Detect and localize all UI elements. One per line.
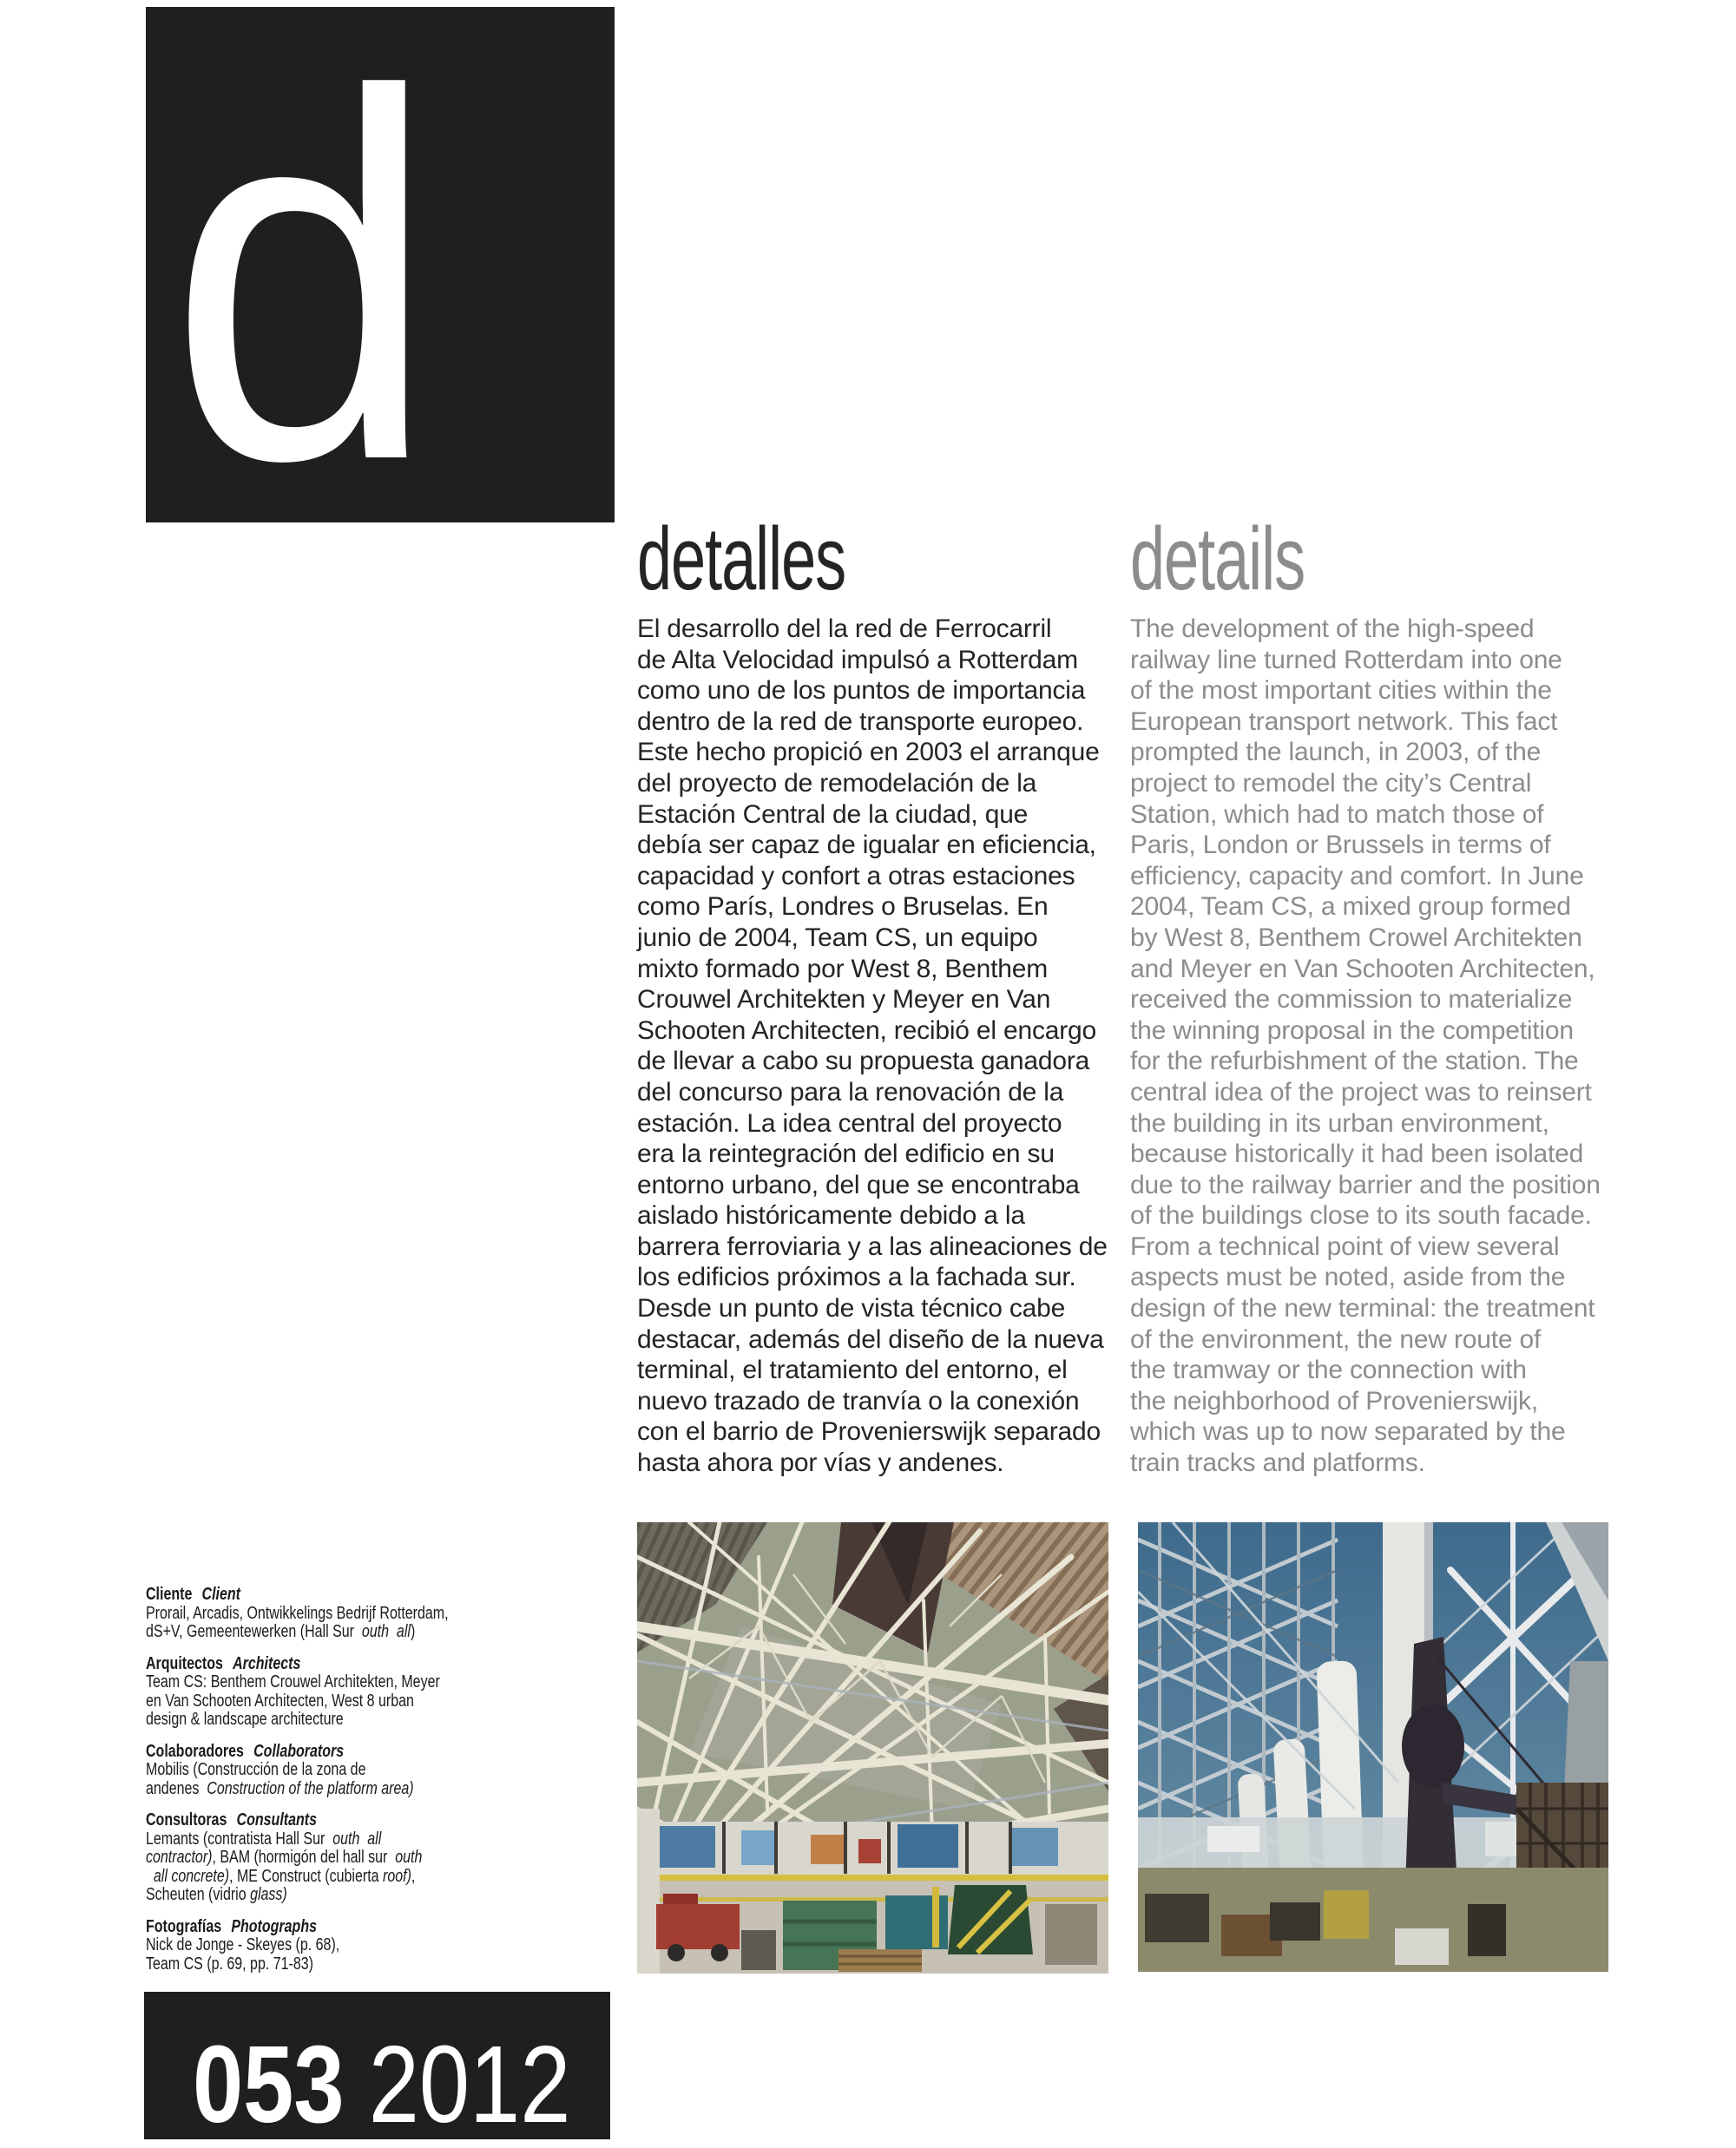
text-line: because historically it had been isolated: [1130, 1140, 1584, 1169]
text-line: de llevar a cabo su propuesta ganadora: [637, 1047, 1090, 1076]
text-line: El desarrollo del la red de Ferrocarril: [637, 614, 1052, 643]
text-line: capacidad y confort a otras estaciones: [637, 861, 1075, 890]
credit-labels: [146, 1586, 674, 1605]
text-line: hasta ahora por vías y andenes.: [637, 1448, 1004, 1478]
issue-year: 2012: [368, 2023, 571, 2145]
text-line: Crouwel Architekten y Meyer en Van: [637, 985, 1051, 1015]
credit-label-spanish: Fotografías: [146, 1916, 222, 1936]
credit-block: [146, 1586, 674, 1642]
text-line: nuevo trazado de tranvía o la conexión: [637, 1386, 1080, 1416]
text-line: Estación Central de la ciudad, que: [637, 799, 1029, 829]
text-line: prompted the launch, in 2003, of the: [1130, 738, 1542, 767]
credit-labels: [146, 1655, 674, 1674]
text-line: como París, Londres o Bruselas. En: [637, 892, 1049, 922]
text-line: which was up to now separated by the: [1130, 1417, 1566, 1447]
article-title-spanish: detalles: [637, 509, 846, 608]
article-title-english: details: [1130, 509, 1305, 608]
text-line: debía ser capaz de igualar en eficiencia,: [637, 831, 1096, 860]
text-line: efficiency, capacity and comfort. In June: [1130, 861, 1584, 890]
text-line: estación. La idea central del proyecto: [637, 1108, 1062, 1138]
text-line: received the commission to materialize: [1130, 985, 1573, 1015]
text-line: del proyecto de remodelación de la: [637, 768, 1037, 798]
text-line: European transport network. This fact: [1130, 706, 1558, 736]
credit-line: Mobilis (Construcción de la zona de: [146, 1760, 366, 1779]
credit-label-spanish: Consultoras: [146, 1810, 227, 1829]
photo-steel-lattice-exterior: [1138, 1522, 1608, 1972]
credit-line: Prorail, Arcadis, Ontwikkelings Bedrijf Rotterdam,: [146, 1603, 449, 1623]
photo-station-hall-interior: [637, 1522, 1108, 1974]
credit-line: Lemants (contratista Hall Sur outh all: [146, 1829, 382, 1849]
photo-right-illustration: [1138, 1522, 1608, 1972]
text-line: los edificios próximos a la fachada sur.: [637, 1263, 1076, 1292]
credit-line: andenes Construction of the platform area): [146, 1778, 414, 1798]
text-line: due to the railway barrier and the position: [1130, 1170, 1601, 1199]
text-line: of the environment, the new route of: [1130, 1324, 1542, 1354]
credit-line: en Van Schooten Architecten, West 8 urban: [146, 1691, 414, 1711]
text-line: for the refurbishment of the station. The: [1130, 1047, 1579, 1076]
text-line: by West 8, Benthem Crowel Architekten: [1130, 923, 1582, 952]
issue-bar: [144, 1992, 610, 2145]
credit-line: Team CS (p. 69, pp. 71-83): [146, 1954, 313, 1974]
text-line: aislado históricamente debido a la: [637, 1201, 1025, 1231]
text-line: barrera ferroviaria y a las alineaciones de: [637, 1232, 1108, 1261]
text-line: junio de 2004, Team CS, un equipo: [637, 923, 1038, 952]
article-column-english: [1130, 614, 1601, 1479]
text-line: con el barrio de Provenierswijk separado: [637, 1417, 1101, 1447]
credit-label-english: Photographs: [231, 1916, 317, 1936]
credit-line: Nick de Jonge - Skeyes (p. 68),: [146, 1935, 340, 1954]
credit-line: all concrete), ME Construct (cubierta roof),: [153, 1866, 416, 1886]
text-line: Station, which had to match those of: [1130, 799, 1544, 829]
credit-block: [146, 1918, 674, 1974]
text-line: aspects must be noted, aside from the: [1130, 1263, 1566, 1292]
logo-letter-d: d: [168, 7, 438, 522]
credit-block: [146, 1743, 674, 1799]
credits: [146, 1586, 674, 1987]
issue-number: 053: [193, 2023, 345, 2145]
text-line: Paris, London or Brussels in terms of: [1130, 831, 1551, 860]
text-line: railway line turned Rotterdam into one: [1130, 645, 1562, 674]
text-line: and Meyer en Van Schooten Architecten,: [1130, 954, 1595, 983]
credit-label-english: Architects: [233, 1653, 301, 1673]
credit-label-english: Consultants: [236, 1810, 317, 1829]
credit-line: Team CS: Benthem Crouwel Architekten, Meyer: [146, 1672, 440, 1691]
text-line: From a technical point of view several: [1130, 1232, 1560, 1261]
text-line: the winning proposal in the competition: [1130, 1015, 1574, 1045]
issue-label: [193, 2023, 571, 2145]
text-line: Este hecho propició en 2003 el arranque: [637, 738, 1100, 767]
article-column-spanish: [637, 614, 1108, 1479]
text-line: mixto formado por West 8, Benthem: [637, 954, 1049, 983]
text-line: era la reintegración del edificio en su: [637, 1140, 1055, 1169]
credit-line: design & landscape architecture: [146, 1710, 344, 1729]
text-line: the tramway or the connection with: [1130, 1356, 1527, 1385]
photo-left-illustration: [637, 1522, 1108, 1974]
credit-line: Scheuten (vidrio glass): [146, 1885, 287, 1904]
text-line: Desde un punto de vista técnico cabe: [637, 1294, 1066, 1324]
text-line: central idea of the project was to reinsert: [1130, 1077, 1592, 1107]
credit-labels: [146, 1918, 674, 1937]
credit-label-spanish: Arquitectos: [146, 1653, 223, 1673]
credit-block: [146, 1811, 674, 1905]
text-line: train tracks and platforms.: [1130, 1448, 1425, 1478]
credit-block: [146, 1655, 674, 1730]
text-line: The development of the high-speed: [1130, 614, 1535, 643]
magazine-logo: [146, 7, 615, 522]
credit-line: contractor), BAM (hormigón del hall sur outh: [146, 1848, 423, 1867]
credit-label-spanish: Cliente: [146, 1585, 193, 1604]
text-line: destacar, además del diseño de la nueva: [637, 1324, 1104, 1354]
text-line: Schooten Architecten, recibió el encargo: [637, 1015, 1096, 1045]
text-line: design of the new terminal: the treatment: [1130, 1294, 1595, 1324]
text-line: project to remodel the city’s Central: [1130, 768, 1532, 798]
credit-labels: [146, 1743, 674, 1762]
credit-label-english: Collaborators: [253, 1741, 345, 1761]
text-line: de Alta Velocidad impulsó a Rotterdam: [637, 645, 1078, 674]
credit-labels: [146, 1811, 674, 1830]
text-line: the building in its urban environment,: [1130, 1108, 1549, 1138]
text-line: terminal, el tratamiento del entorno, el: [637, 1356, 1068, 1385]
credit-label-spanish: Colaboradores: [146, 1741, 244, 1761]
credit-line: dS+V, Gemeentewerken (Hall Sur outh all): [146, 1622, 416, 1641]
text-line: dentro de la red de transporte europeo.: [637, 706, 1084, 736]
text-line: entorno urbano, del que se encontraba: [637, 1170, 1080, 1199]
text-line: of the most important cities within the: [1130, 676, 1552, 706]
text-line: 2004, Team CS, a mixed group formed: [1130, 892, 1571, 922]
text-line: como uno de los puntos de importancia: [637, 676, 1086, 706]
text-line: del concurso para la renovación de la: [637, 1077, 1064, 1107]
text-line: the neighborhood of Provenierswijk,: [1130, 1386, 1538, 1416]
credit-label-english: Client: [201, 1585, 240, 1604]
text-line: of the buildings close to its south facade.: [1130, 1201, 1592, 1231]
